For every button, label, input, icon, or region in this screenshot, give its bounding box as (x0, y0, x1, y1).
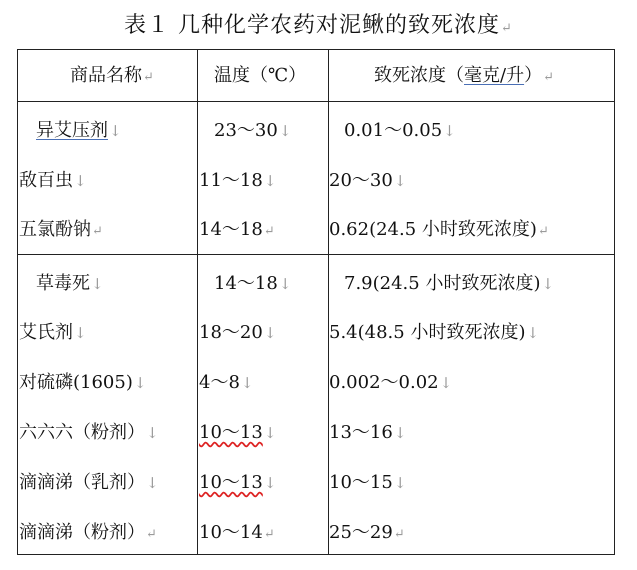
line-break-mark: ↓ (263, 474, 277, 492)
table-title-text: 表１ 几种化学农药对泥鳅的致死浓度 (124, 13, 501, 38)
row-9-name (19, 521, 157, 547)
row-5-name (19, 321, 87, 345)
line-break-mark: ↓ (439, 374, 453, 392)
data-table (17, 49, 615, 555)
line-break-mark: ↓ (526, 324, 540, 342)
header-product-name-text: 商品名称 (70, 65, 142, 86)
row-2-temp-text: 11～18 (199, 170, 263, 191)
line-break-mark: ↓ (263, 424, 277, 442)
header-conc-suffix: ） (524, 65, 543, 86)
table-title (0, 8, 637, 39)
row-7-name (19, 421, 159, 445)
row-2-conc (329, 169, 406, 193)
paragraph-mark: ↵ (263, 527, 275, 542)
line-break-mark: ↓ (443, 122, 456, 140)
row-1-temp-text: 23～30 (214, 120, 278, 141)
line-break-mark: ↓ (133, 374, 147, 392)
row-2-conc-text: 20～30 (329, 170, 393, 191)
row-3-conc (329, 218, 549, 244)
line-break-mark: ↓ (393, 474, 407, 492)
row-4-temp-text: 14～18 (214, 273, 278, 294)
header-conc-unit: 毫克/升 (464, 65, 525, 86)
row-5-name-text: 艾氏剂 (19, 322, 73, 343)
line-break-mark: ↓ (393, 172, 407, 190)
row-7-temp (199, 421, 276, 445)
column-divider-1 (197, 50, 198, 554)
row-4-name-text: 草毒死 (36, 273, 90, 294)
header-divider (18, 101, 614, 102)
row-8-conc (329, 471, 406, 495)
row-1-conc (344, 119, 456, 143)
row-2-temp (199, 169, 276, 193)
row-4-conc (344, 272, 554, 296)
line-break-mark: ↓ (393, 424, 407, 442)
paragraph-mark: ↵ (537, 224, 549, 239)
row-1-name-text: 异艾压剂 (36, 120, 108, 141)
row-8-name (19, 471, 159, 495)
paragraph-mark: ↵ (143, 70, 154, 85)
row-3-conc-text: 0.62(24.5 小时致死浓度) (329, 219, 537, 240)
row-6-conc (329, 371, 452, 395)
row-9-temp (199, 521, 275, 547)
row-4-name (36, 272, 104, 296)
line-break-mark: ↓ (263, 172, 277, 190)
line-break-mark: ↓ (74, 324, 87, 342)
row-1-temp (214, 119, 291, 143)
line-break-mark: ↓ (541, 275, 555, 293)
row-6-temp (199, 371, 253, 395)
row-9-conc-text: 25～29 (329, 522, 393, 543)
row-9-temp-text: 10～14 (199, 522, 263, 543)
row-9-name-text: 滴滴涕（粉剂） (19, 522, 145, 543)
line-break-mark: ↓ (146, 474, 159, 492)
row-2-name (19, 169, 87, 193)
row-1-name (36, 119, 122, 143)
row-5-conc (329, 321, 539, 345)
row-7-temp-text: 10～13 (199, 422, 263, 443)
header-temperature (214, 64, 306, 88)
row-8-conc-text: 10～15 (329, 472, 393, 493)
row-4-conc-text: 7.9(24.5 小时致死浓度) (344, 273, 541, 294)
row-7-conc-text: 13～16 (329, 422, 393, 443)
line-break-mark: ↓ (146, 424, 159, 442)
line-break-mark: ↓ (263, 324, 277, 342)
row-6-conc-text: 0.002～0.02 (329, 372, 439, 393)
row-3-name-text: 五氯酚钠 (19, 219, 91, 240)
paragraph-mark: ↵ (263, 224, 275, 239)
line-break-mark: ↓ (240, 374, 254, 392)
row-6-name (19, 371, 146, 395)
header-temperature-text: 温度（℃） (214, 65, 307, 86)
row-5-conc-text: 5.4(48.5 小时致死浓度) (329, 322, 526, 343)
row-4-temp (214, 272, 291, 296)
row-3-temp (199, 218, 275, 244)
header-lethal-concentration (374, 64, 554, 90)
header-conc-prefix: 致死浓度（ (374, 65, 464, 86)
line-break-mark: ↓ (278, 122, 292, 140)
group-divider (18, 254, 614, 255)
row-5-temp-text: 18～20 (199, 322, 263, 343)
line-break-mark: ↓ (91, 275, 104, 293)
row-6-name-text: 对硫磷(1605) (19, 372, 133, 393)
row-9-conc (329, 521, 405, 547)
row-3-temp-text: 14～18 (199, 219, 263, 240)
row-3-name (19, 218, 103, 244)
paragraph-mark: ↵ (146, 527, 157, 542)
paragraph-mark: ↵ (543, 70, 554, 85)
line-break-mark: ↓ (278, 275, 292, 293)
header-product-name (70, 64, 154, 90)
row-5-temp (199, 321, 276, 345)
row-1-conc-text: 0.01～0.05 (344, 120, 443, 141)
row-8-name-text: 滴滴涕（乳剂） (19, 472, 145, 493)
row-6-temp-text: 4～8 (199, 372, 240, 393)
paragraph-mark: ↵ (393, 527, 405, 542)
paragraph-mark: ↵ (92, 224, 103, 239)
paragraph-mark: ↵ (501, 21, 513, 36)
row-2-name-text: 敌百虫 (19, 170, 73, 191)
row-8-temp (199, 471, 276, 495)
row-8-temp-text: 10～13 (199, 472, 263, 493)
line-break-mark: ↓ (109, 122, 122, 140)
line-break-mark: ↓ (74, 172, 87, 190)
row-7-conc (329, 421, 406, 445)
row-7-name-text: 六六六（粉剂） (19, 422, 145, 443)
